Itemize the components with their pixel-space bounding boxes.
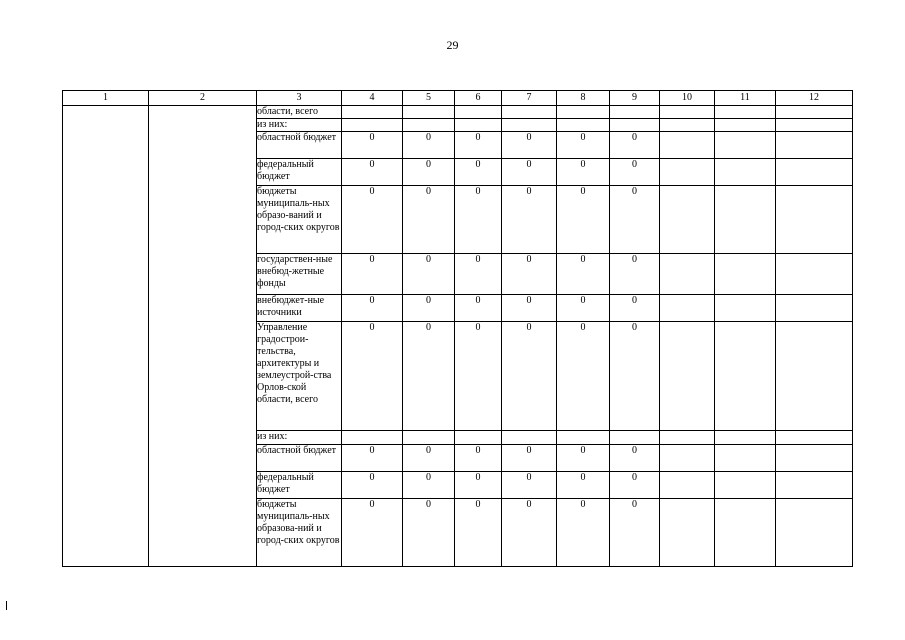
value-cell — [776, 254, 853, 295]
column-header: 8 — [557, 91, 610, 106]
value-cell: 0 — [610, 322, 660, 431]
column-header: 7 — [502, 91, 557, 106]
column-header: 10 — [660, 91, 715, 106]
row-label: областной бюджет — [257, 445, 342, 472]
col-1-cell — [63, 106, 149, 567]
value-cell — [776, 295, 853, 322]
value-cell: 0 — [455, 132, 502, 159]
value-cell: 0 — [342, 322, 403, 431]
value-cell — [660, 445, 715, 472]
value-cell: 0 — [557, 499, 610, 567]
value-cell — [502, 119, 557, 132]
row-label: федеральный бюджет — [257, 472, 342, 499]
row-label: федеральный бюджет — [257, 159, 342, 186]
value-cell: 0 — [455, 445, 502, 472]
column-header: 12 — [776, 91, 853, 106]
column-header: 4 — [342, 91, 403, 106]
value-cell: 0 — [342, 254, 403, 295]
value-cell: 0 — [610, 186, 660, 254]
value-cell — [715, 132, 776, 159]
value-cell: 0 — [557, 132, 610, 159]
value-cell — [776, 499, 853, 567]
value-cell: 0 — [342, 472, 403, 499]
value-cell — [715, 159, 776, 186]
header-row — [63, 91, 853, 106]
budget-table — [62, 90, 853, 567]
value-cell: 0 — [455, 159, 502, 186]
value-cell — [715, 186, 776, 254]
value-cell — [455, 431, 502, 445]
column-header: 5 — [403, 91, 455, 106]
value-cell: 0 — [610, 472, 660, 499]
value-cell: 0 — [502, 254, 557, 295]
value-cell: 0 — [502, 322, 557, 431]
value-cell — [715, 445, 776, 472]
value-cell — [660, 132, 715, 159]
row-label: бюджеты муниципаль-ных образо-ваний и город-ских округов — [257, 186, 342, 254]
value-cell — [715, 431, 776, 445]
value-cell — [557, 431, 610, 445]
value-cell: 0 — [403, 322, 455, 431]
value-cell: 0 — [455, 472, 502, 499]
value-cell: 0 — [502, 499, 557, 567]
value-cell — [776, 186, 853, 254]
value-cell: 0 — [557, 322, 610, 431]
value-cell: 0 — [342, 186, 403, 254]
value-cell: 0 — [557, 445, 610, 472]
value-cell: 0 — [610, 254, 660, 295]
value-cell — [660, 254, 715, 295]
value-cell — [715, 254, 776, 295]
value-cell: 0 — [502, 295, 557, 322]
value-cell: 0 — [403, 186, 455, 254]
column-header: 6 — [455, 91, 502, 106]
value-cell — [502, 106, 557, 119]
value-cell: 0 — [403, 295, 455, 322]
row-label: области, всего — [257, 106, 342, 119]
value-cell: 0 — [502, 186, 557, 254]
row-label: бюджеты муниципаль-ных образова-ний и город-ских округов — [257, 499, 342, 567]
value-cell: 0 — [557, 295, 610, 322]
column-header: 9 — [610, 91, 660, 106]
value-cell — [557, 119, 610, 132]
value-cell — [610, 119, 660, 132]
row-label: внебюджет-ные источники — [257, 295, 342, 322]
value-cell: 0 — [403, 254, 455, 295]
value-cell — [557, 106, 610, 119]
value-cell — [715, 295, 776, 322]
value-cell — [715, 106, 776, 119]
value-cell: 0 — [502, 445, 557, 472]
value-cell — [715, 472, 776, 499]
value-cell: 0 — [557, 186, 610, 254]
value-cell — [610, 106, 660, 119]
value-cell — [715, 119, 776, 132]
value-cell: 0 — [610, 159, 660, 186]
value-cell — [455, 106, 502, 119]
value-cell: 0 — [610, 295, 660, 322]
value-cell: 0 — [610, 445, 660, 472]
value-cell — [660, 431, 715, 445]
value-cell: 0 — [403, 445, 455, 472]
value-cell — [660, 499, 715, 567]
value-cell — [776, 106, 853, 119]
value-cell — [342, 119, 403, 132]
value-cell — [660, 186, 715, 254]
value-cell — [455, 119, 502, 132]
value-cell — [660, 119, 715, 132]
value-cell — [776, 431, 853, 445]
value-cell: 0 — [342, 445, 403, 472]
value-cell — [403, 119, 455, 132]
row-label: государствен-ные внебюд-жетные фонды — [257, 254, 342, 295]
value-cell: 0 — [455, 322, 502, 431]
col-2-cell — [149, 106, 257, 567]
value-cell: 0 — [403, 159, 455, 186]
value-cell — [403, 106, 455, 119]
value-cell — [610, 431, 660, 445]
scan-artifact — [6, 601, 7, 610]
value-cell: 0 — [502, 472, 557, 499]
value-cell — [776, 445, 853, 472]
value-cell: 0 — [502, 159, 557, 186]
column-header: 3 — [257, 91, 342, 106]
value-cell: 0 — [403, 499, 455, 567]
row-label: из них: — [257, 119, 342, 132]
value-cell: 0 — [455, 254, 502, 295]
row-label: из них: — [257, 431, 342, 445]
value-cell — [776, 322, 853, 431]
value-cell — [715, 499, 776, 567]
value-cell: 0 — [557, 159, 610, 186]
value-cell: 0 — [455, 186, 502, 254]
value-cell — [660, 159, 715, 186]
column-header: 2 — [149, 91, 257, 106]
value-cell — [776, 472, 853, 499]
value-cell: 0 — [455, 499, 502, 567]
value-cell — [660, 106, 715, 119]
value-cell — [342, 106, 403, 119]
value-cell: 0 — [610, 132, 660, 159]
value-cell — [715, 322, 776, 431]
column-header: 11 — [715, 91, 776, 106]
value-cell — [342, 431, 403, 445]
value-cell — [776, 119, 853, 132]
value-cell: 0 — [557, 254, 610, 295]
value-cell — [776, 159, 853, 186]
value-cell: 0 — [403, 132, 455, 159]
value-cell — [502, 431, 557, 445]
value-cell: 0 — [342, 132, 403, 159]
value-cell: 0 — [403, 472, 455, 499]
value-cell — [660, 472, 715, 499]
value-cell — [403, 431, 455, 445]
value-cell: 0 — [342, 295, 403, 322]
table-body — [63, 106, 853, 567]
value-cell: 0 — [502, 132, 557, 159]
value-cell — [776, 132, 853, 159]
column-header: 1 — [63, 91, 149, 106]
value-cell: 0 — [557, 472, 610, 499]
value-cell: 0 — [455, 295, 502, 322]
row-label: областной бюджет — [257, 132, 342, 159]
value-cell — [660, 322, 715, 431]
table-row — [63, 106, 853, 119]
row-label: Управление градострои-тельства, архитектуры и землеустрой-ства Орлов-ской области, всего — [257, 322, 342, 431]
page-number: 29 — [446, 38, 459, 52]
value-cell: 0 — [342, 159, 403, 186]
value-cell: 0 — [342, 499, 403, 567]
value-cell — [660, 295, 715, 322]
value-cell: 0 — [610, 499, 660, 567]
